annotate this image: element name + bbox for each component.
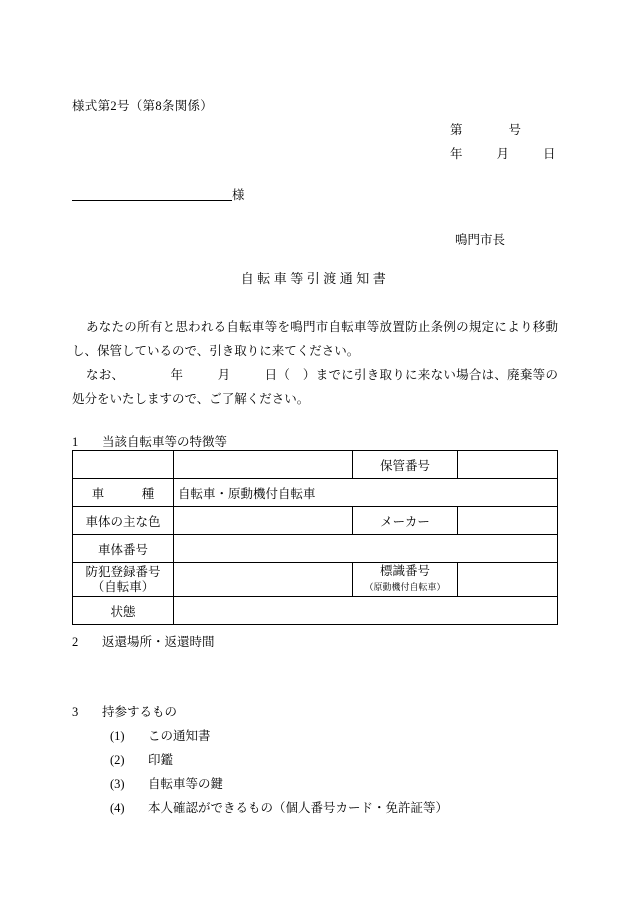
body-paragraph-2-suffix: までに引き取りに来ない場合は、廃棄等の処分をいたしますので、ご了解ください。: [72, 368, 558, 406]
cell-maker-value: [458, 507, 558, 535]
plate-number-sub: （原動機付自転車）: [364, 582, 446, 592]
body-paragraph-2-prefix: なお、: [86, 368, 125, 382]
date-day-label: 日: [543, 147, 556, 161]
list-item: [110, 748, 448, 772]
list-item-number: (3): [110, 777, 125, 791]
list-item-label: 本人確認ができるもの（個人番号カード・免許証等）: [148, 801, 449, 815]
cell-maker-label: メーカー: [353, 507, 458, 535]
cell-r1c1: [73, 451, 174, 479]
table-row: [73, 451, 558, 479]
list-item: [110, 724, 448, 748]
addressee-line: [72, 185, 245, 203]
table-row: [73, 563, 558, 597]
list-item-number: (4): [110, 801, 125, 815]
cell-plate-number-label: [353, 563, 458, 597]
document-number-row: [450, 118, 556, 142]
section-2-number: 2: [72, 635, 79, 649]
date-month-label: 月: [496, 147, 510, 161]
table-row: [73, 597, 558, 625]
list-item-number: (2): [110, 753, 125, 767]
body-text: [72, 315, 558, 411]
registration-number-sub: （自転車）: [91, 579, 155, 594]
cell-body-color-label: 車体の主な色: [73, 507, 174, 535]
cell-r1c2: [174, 451, 353, 479]
section-1-heading: 当該自転車等の特徴等: [102, 435, 228, 449]
table-row: [73, 479, 558, 507]
features-table: [72, 450, 558, 625]
cell-frame-number-value: [174, 535, 558, 563]
section-2-heading: 返還場所・返還時間: [102, 635, 215, 649]
body-paragraph-2-day: 日（ ）: [264, 368, 316, 382]
section-3: [72, 702, 177, 720]
body-paragraph-1: あなたの所有と思われる自転車等を鳴門市自転車等放置防止条例の規定により移動し、保管しているので、引き取りに来てください。: [72, 320, 558, 358]
addressee-suffix: 様: [232, 188, 245, 202]
addressee-blank-rule: [72, 186, 232, 201]
list-item-number: (1): [110, 729, 125, 743]
date-year-label: 年: [450, 147, 463, 161]
body-paragraph-2-year: 年: [170, 368, 184, 382]
section-2: [72, 632, 215, 650]
form-number: 様式第2号（第8条関係）: [72, 99, 214, 113]
issuer-name: 鳴門市長: [455, 233, 506, 247]
list-item-label: この通知書: [148, 729, 211, 743]
bring-items-list: [110, 724, 448, 820]
cell-condition-label: 状態: [73, 597, 174, 625]
document-date-row: [450, 142, 556, 166]
list-item-label: 自転車等の鍵: [148, 777, 224, 791]
document-number-suffix: 号: [508, 123, 522, 137]
body-paragraph-2-month: 月: [217, 368, 231, 382]
registration-number-main: 防犯登録番号: [85, 564, 161, 579]
section-1-number: 1: [72, 435, 79, 449]
section-3-heading: 持参するもの: [102, 705, 178, 719]
cell-condition-value: [174, 597, 558, 625]
page-title: 自転車等引渡通知書: [240, 271, 390, 286]
list-item-label: 印鑑: [148, 753, 174, 767]
cell-plate-number-value: [458, 563, 558, 597]
document-number-label: 第: [450, 123, 463, 137]
table-row: [73, 535, 558, 563]
cell-vehicle-type-label: 車 種: [73, 479, 174, 507]
cell-registration-number-value: [174, 563, 353, 597]
table-row: [73, 507, 558, 535]
plate-number-main: 標識番号: [379, 564, 430, 578]
cell-storage-number-label: 保管番号: [353, 451, 458, 479]
cell-frame-number-label: 車体番号: [73, 535, 174, 563]
body-paragraph-2: [72, 363, 558, 411]
document-number-date-block: [450, 118, 556, 166]
section-1: [72, 432, 227, 450]
cell-registration-number-label: [73, 563, 174, 597]
cell-storage-number-value: [458, 451, 558, 479]
section-3-number: 3: [72, 705, 79, 719]
list-item: [110, 772, 448, 796]
list-item: [110, 796, 448, 820]
cell-vehicle-type-value: 自転車・原動機付自転車: [174, 479, 558, 507]
cell-body-color-value: [174, 507, 353, 535]
